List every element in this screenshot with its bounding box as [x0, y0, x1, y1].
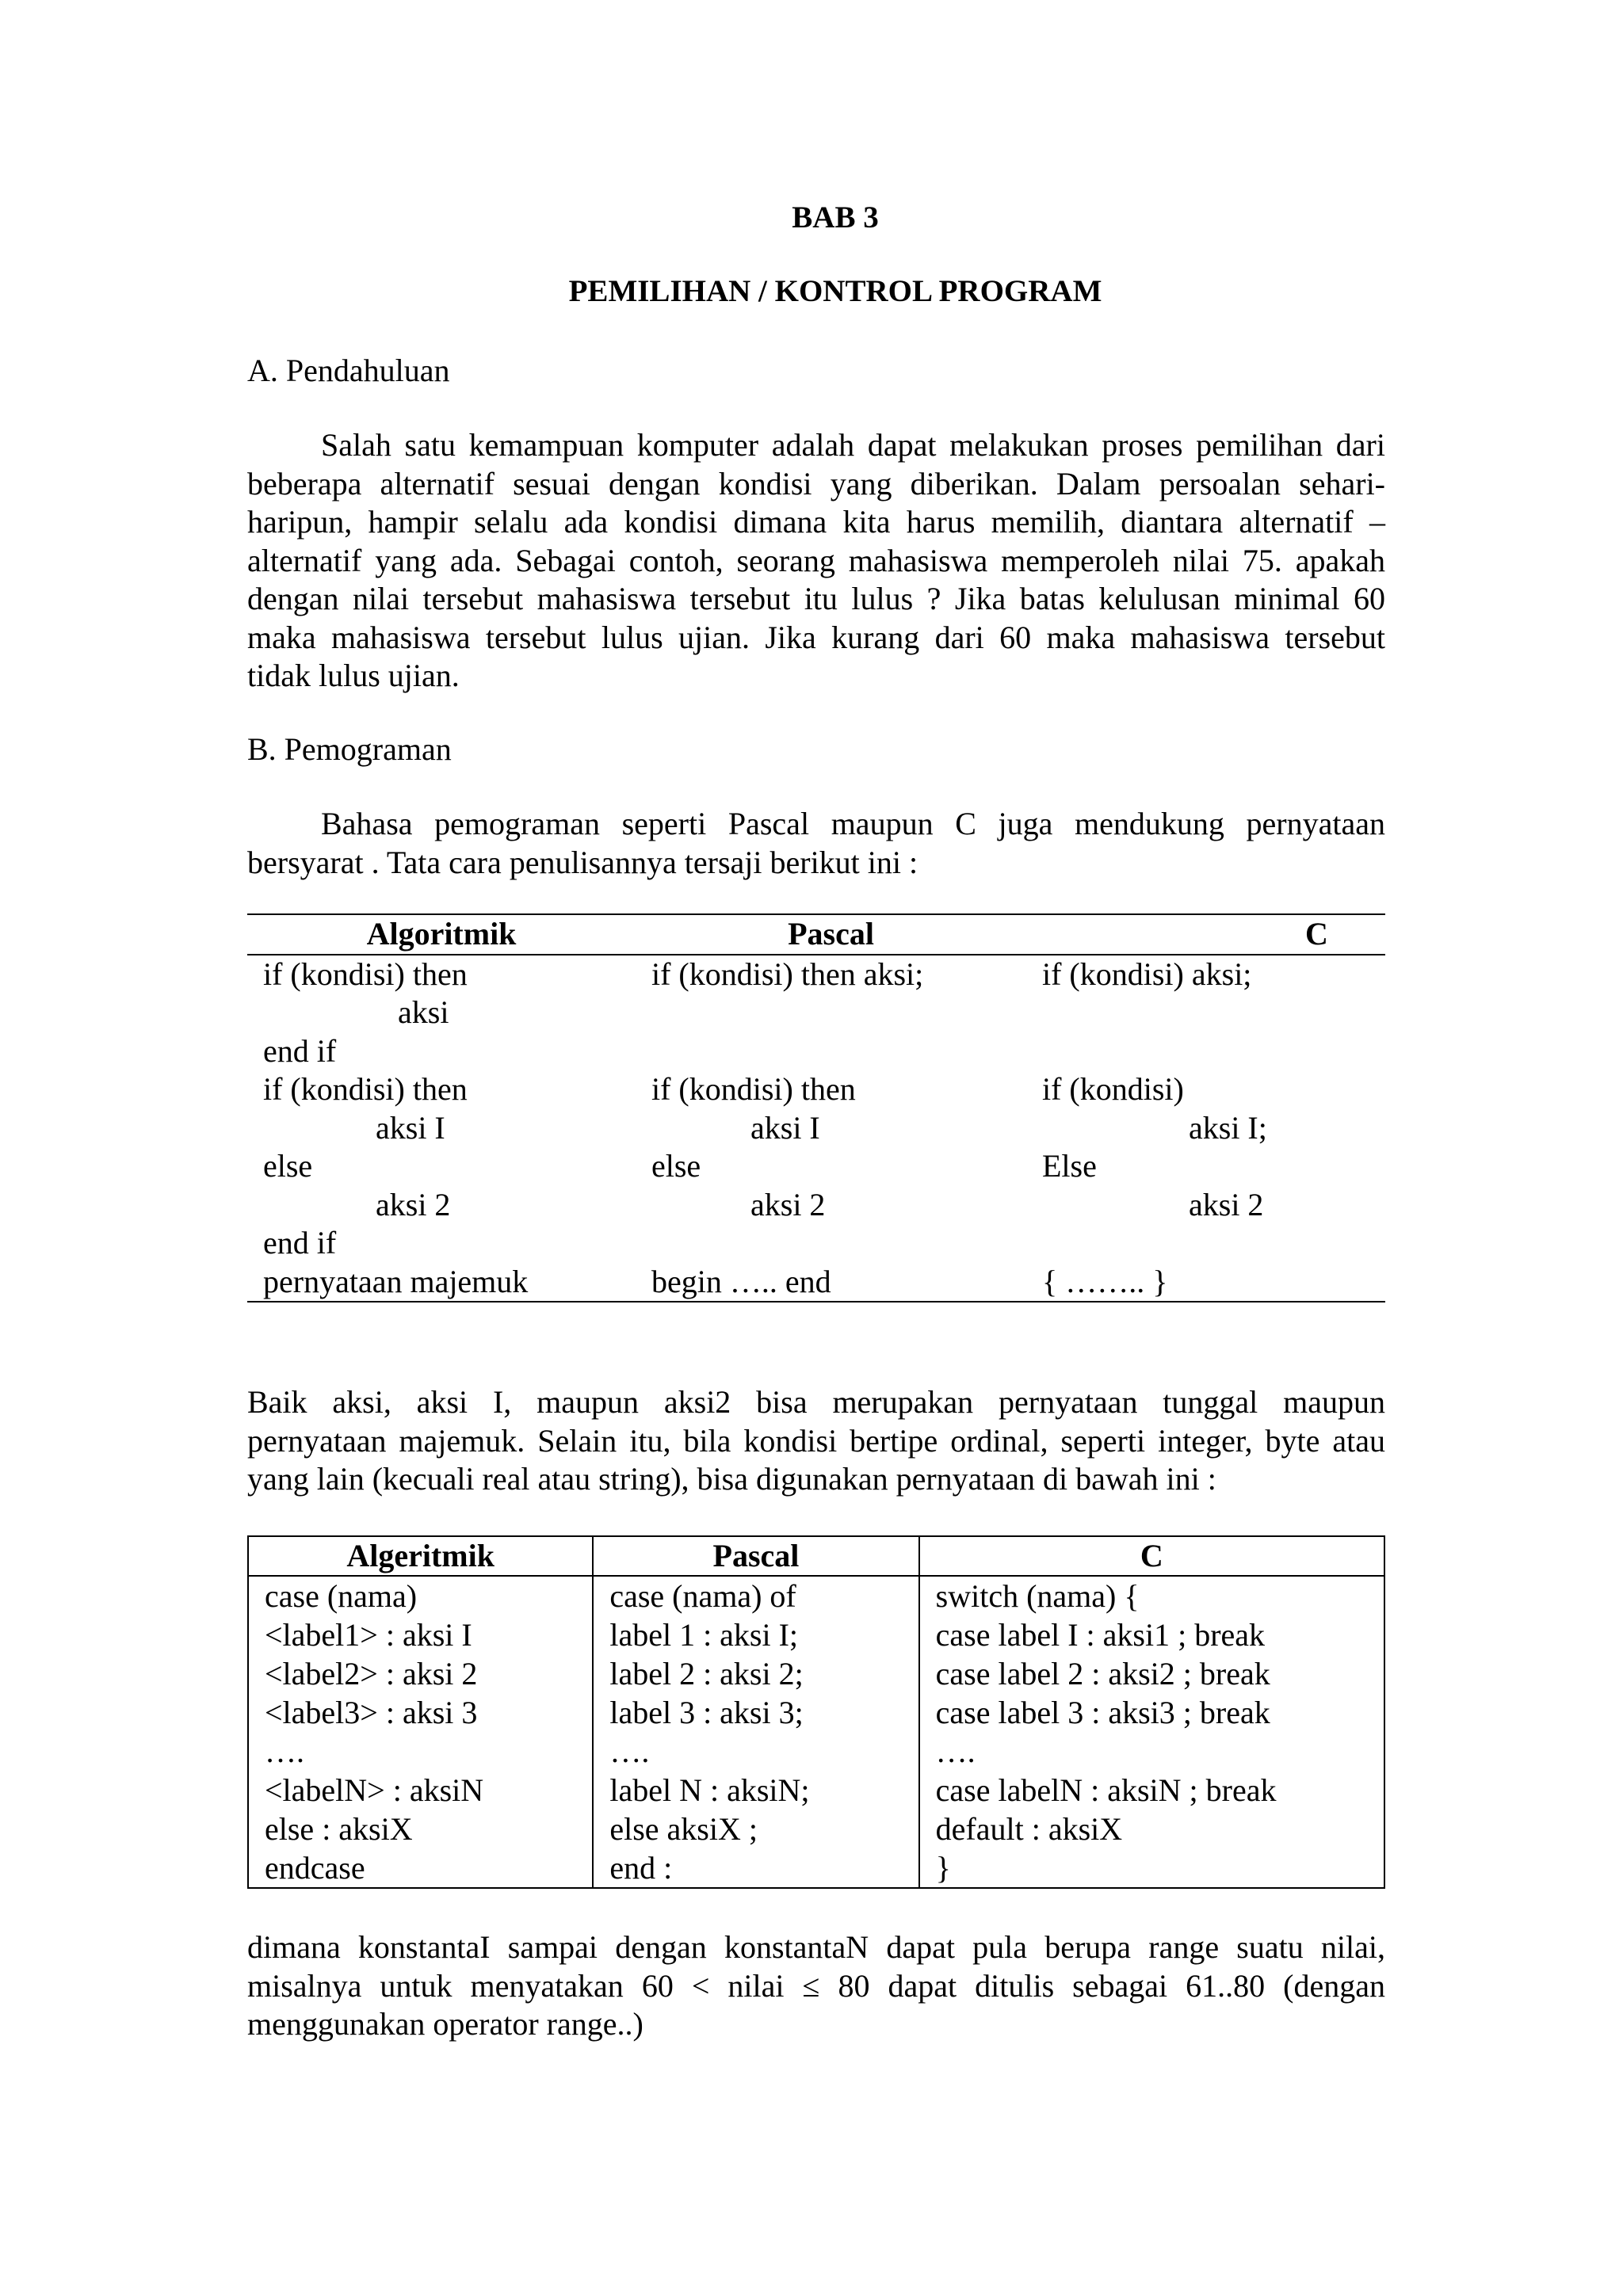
syntax-table-case	[247, 1535, 1385, 1889]
table-cell: <labelN> : aksiN	[248, 1771, 593, 1810]
table-cell	[1026, 994, 1385, 1032]
table-row	[247, 1032, 1385, 1071]
paragraph-line: Baik aksi, aksi I, maupun aksi2 bisa merupakan pernyataan tunggal maupun	[247, 1384, 1385, 1420]
table-cell	[1026, 1224, 1385, 1263]
table-cell: case (nama)	[248, 1576, 593, 1615]
table-cell: else	[651, 1148, 701, 1184]
table-cell: end if	[263, 1225, 337, 1261]
table-cell: aksi	[398, 994, 449, 1030]
table-cell: pernyataan majemuk	[247, 1263, 636, 1302]
table-cell	[1026, 1032, 1385, 1071]
table-cell: label 2 : aksi 2;	[593, 1654, 918, 1693]
table-cell: begin ….. end	[636, 1263, 1026, 1302]
table-cell: aksi 2	[750, 1186, 826, 1222]
paragraph-line: dengan nilai tersebut mahasiswa tersebut itu lulus ? Jika batas kelulusan minimal 60	[247, 581, 1385, 616]
table-cell: aksi 2	[1189, 1186, 1264, 1222]
table-cell: }	[919, 1848, 1384, 1888]
table-cell	[636, 994, 1026, 1032]
paragraph-line: maka mahasiswa tersebut lulus ujian. Jika kurang dari 60 maka mahasiswa tersebut	[247, 619, 1385, 655]
table-cell: case (nama) of	[593, 1576, 918, 1615]
table-cell: ….	[248, 1732, 593, 1771]
section-a-heading: A. Pendahuluan	[247, 353, 450, 388]
table-cell: label N : aksiN;	[593, 1771, 918, 1810]
table-header: Algoritmik	[247, 914, 636, 955]
paragraph-line: Bahasa pemograman seperti Pascal maupun C juga mendukung pernyataan	[321, 806, 1385, 841]
paragraph-line: tidak lulus ujian.	[247, 658, 460, 693]
table-row	[247, 1263, 1385, 1302]
table-cell: if (kondisi) then	[651, 1071, 856, 1107]
table-header: Algeritmik	[248, 1536, 593, 1576]
paragraph-line: menggunakan operator range..)	[247, 2006, 643, 2042]
section-b-heading: B. Pemograman	[247, 731, 452, 767]
table-cell: default : aksiX	[919, 1810, 1384, 1848]
syntax-table-if	[247, 913, 1385, 1302]
paragraph-line: bersyarat . Tata cara penulisannya tersaji berikut ini :	[247, 844, 918, 880]
table-cell: else aksiX ;	[593, 1810, 918, 1848]
table-cell: else	[263, 1148, 313, 1184]
table-cell: <label3> : aksi 3	[248, 1693, 593, 1732]
table-cell: if (kondisi) then aksi;	[651, 955, 924, 992]
table-header: C	[1026, 914, 1385, 955]
table-cell	[636, 1032, 1026, 1071]
table-cell: <label2> : aksi 2	[248, 1654, 593, 1693]
table-row	[248, 1810, 1384, 1848]
table-cell	[636, 1224, 1026, 1263]
paragraph-line: pernyataan majemuk. Selain itu, bila kondisi bertipe ordinal, seperti integer, byte atau	[247, 1422, 1385, 1459]
table-row	[247, 955, 1385, 994]
page-title: PEMILIHAN / KONTROL PROGRAM	[568, 274, 1102, 308]
paragraph-3	[247, 1928, 1385, 2044]
table-cell: case label 3 : aksi3 ; break	[919, 1693, 1384, 1732]
table-cell: if (kondisi) then	[263, 1071, 468, 1107]
paragraph-line: misalnya untuk menyatakan 60 < nilai ≤ 80 dapat ditulis sebagai 61..80 (dengan	[247, 1967, 1385, 2004]
table-cell: endcase	[248, 1848, 593, 1888]
table-cell: case label 2 : aksi2 ; break	[919, 1654, 1384, 1693]
table-cell: case labelN : aksiN ; break	[919, 1771, 1384, 1810]
table-cell: if (kondisi) aksi;	[1042, 955, 1252, 992]
table-cell: if (kondisi)	[1042, 1071, 1184, 1107]
table-row	[248, 1576, 1384, 1615]
table-cell: aksi I	[750, 1109, 820, 1146]
table-cell: Else	[1042, 1148, 1097, 1184]
table-cell: { …….. }	[1026, 1263, 1385, 1302]
table-cell: else : aksiX	[248, 1810, 593, 1848]
table-cell: aksi 2	[376, 1186, 451, 1222]
table-cell: ….	[593, 1732, 918, 1771]
table-cell: end :	[593, 1848, 918, 1888]
table-cell: label 3 : aksi 3;	[593, 1693, 918, 1732]
table-header: C	[919, 1536, 1384, 1576]
table-cell: aksi I;	[1189, 1109, 1267, 1146]
paragraph-line: haripun, hampir selalu ada kondisi dimana kita harus memilih, diantara alternatif –	[247, 504, 1385, 540]
paragraph-line: yang lain (kecuali real atau string), bisa digunakan pernyataan di bawah ini :	[247, 1461, 1216, 1497]
section-b-paragraph	[247, 805, 1385, 882]
table-row	[248, 1732, 1384, 1771]
table-row	[248, 1848, 1384, 1888]
chapter-label: BAB 3	[792, 200, 879, 235]
paragraph-line: Salah satu kemampuan komputer adalah dapat melakukan proses pemilihan dari	[321, 427, 1385, 463]
table-row	[247, 1186, 1385, 1225]
table-cell: ….	[919, 1732, 1384, 1771]
table-header: Pascal	[593, 1536, 918, 1576]
paragraph-line: dimana konstantaI sampai dengan konstantaN dapat pula berupa range suatu nilai,	[247, 1929, 1385, 1965]
paragraph-line: beberapa alternatif sesuai dengan kondisi yang diberikan. Dalam persoalan sehari-	[247, 465, 1385, 502]
table-cell: if (kondisi) then	[263, 955, 468, 992]
table-row	[247, 1070, 1385, 1109]
table-cell: end if	[263, 1032, 337, 1069]
table-header: Pascal	[636, 914, 1026, 955]
section-a-paragraph	[247, 426, 1385, 696]
table-row	[248, 1654, 1384, 1693]
table-row	[247, 1224, 1385, 1263]
table-row	[248, 1771, 1384, 1810]
table-cell: <label1> : aksi I	[248, 1615, 593, 1654]
paragraph-2	[247, 1383, 1385, 1499]
table-row	[247, 994, 1385, 1032]
table-row	[248, 1693, 1384, 1732]
table-row	[247, 1147, 1385, 1186]
paragraph-line: alternatif yang ada. Sebagai contoh, seorang mahasiswa memperoleh nilai 75. apakah	[247, 542, 1385, 578]
table-cell: case label I : aksi1 ; break	[919, 1615, 1384, 1654]
table-cell: label 1 : aksi I;	[593, 1615, 918, 1654]
table-cell: aksi I	[376, 1109, 445, 1146]
table-row	[248, 1615, 1384, 1654]
table-cell: switch (nama) {	[919, 1576, 1384, 1615]
table-row	[247, 1109, 1385, 1148]
